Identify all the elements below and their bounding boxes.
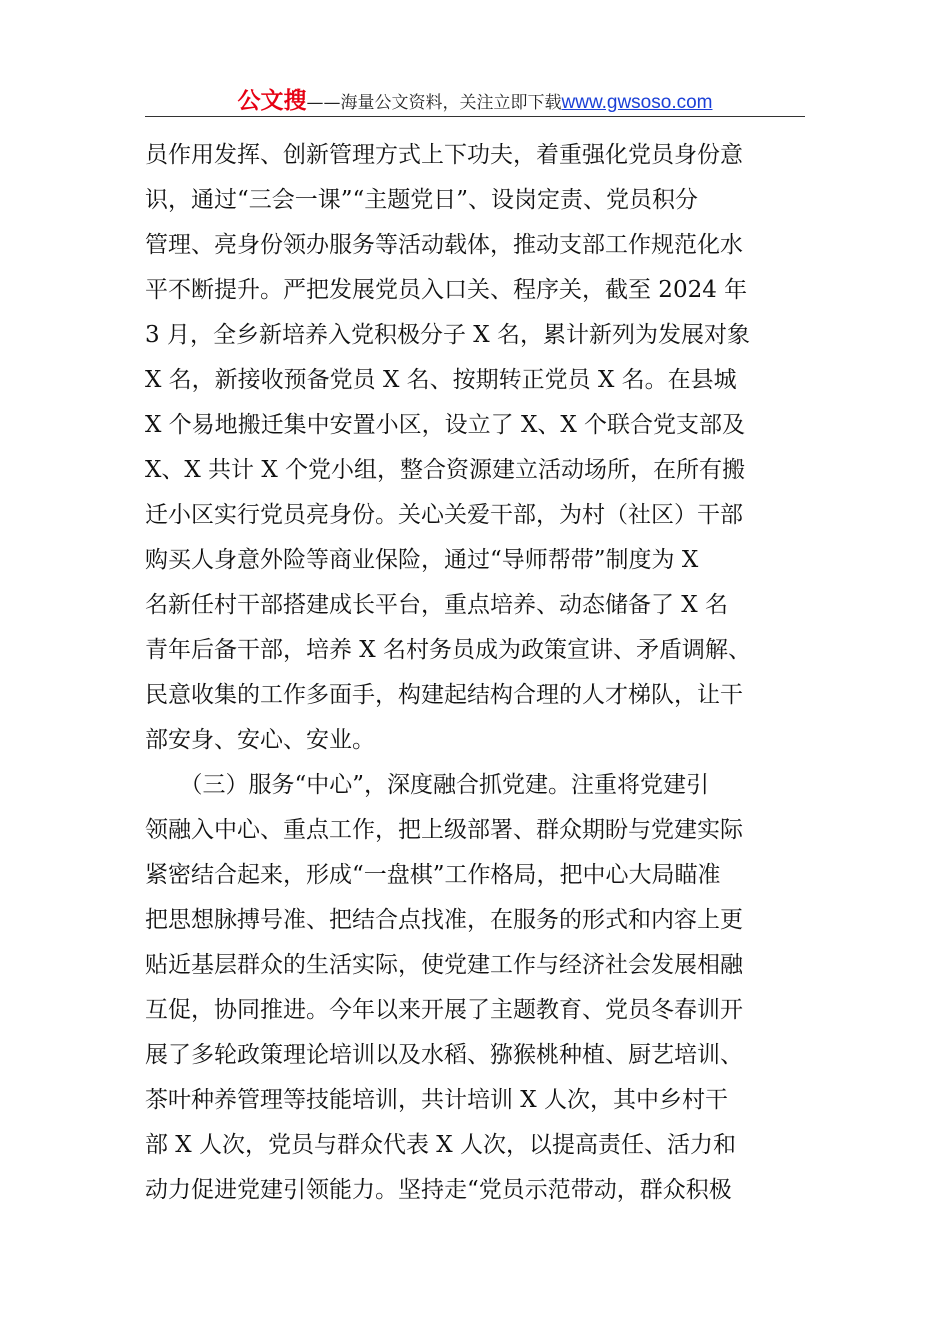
header-tagline: ——海量公文资料，关注立即下载 xyxy=(306,93,562,113)
page-header xyxy=(145,82,805,116)
text-line: 领融入中心、重点工作，把上级部署、群众期盼与党建实际 xyxy=(145,817,743,843)
text-line: 部 X 人次，党员与群众代表 X 人次，以提高责任、活力和 xyxy=(145,1132,736,1158)
website-link[interactable]: www.gwsoso.com xyxy=(561,92,713,113)
text-line: 民意收集的工作多面手，构建起结构合理的人才梯队，让干 xyxy=(145,682,743,708)
text-line: X 个易地搬迁集中安置小区，设立了 X、X 个联合党支部及 xyxy=(145,412,746,438)
text-line: 贴近基层群众的生活实际，使党建工作与经济社会发展相融 xyxy=(145,952,743,978)
text-line: 名新任村干部搭建成长平台，重点培养、动态储备了 X 名 xyxy=(145,592,728,618)
text-line: 紧密结合起来，形成“一盘棋”工作格局，把中心大局瞄准 xyxy=(145,862,721,888)
text-line: 迁小区实行党员亮身份。关心关爱干部，为村（社区）干部 xyxy=(145,502,743,528)
brand-logo-text: 公文搜 xyxy=(237,88,307,114)
text-line: 动力促进党建引领能力。坚持走“党员示范带动，群众积极 xyxy=(145,1177,732,1203)
text-line: 青年后备干部，培养 X 名村务员成为政策宣讲、矛盾调解、 xyxy=(145,637,751,663)
text-line: X 名，新接收预备党员 X 名、按期转正党员 X 名。在县城 xyxy=(145,367,737,393)
text-line: 把思想脉搏号准、把结合点找准，在服务的形式和内容上更 xyxy=(145,907,743,933)
text-line: X、X 共计 X 个党小组，整合资源建立活动场所，在所有搬 xyxy=(145,457,746,483)
text-line: 部安身、安心、安业。 xyxy=(145,727,375,753)
text-line: 3 月，全乡新培养入党积极分子 X 名，累计新列为发展对象 xyxy=(145,322,750,348)
text-line: 展了多轮政策理论培训以及水稻、猕猴桃种植、厨艺培训、 xyxy=(145,1042,743,1068)
text-line: 管理、亮身份领办服务等活动载体，推动支部工作规范化水 xyxy=(145,232,743,258)
text-line: 平不断提升。严把发展党员入口关、程序关，截至 2024 年 xyxy=(145,277,748,303)
text-line: 互促，协同推进。今年以来开展了主题教育、党员冬春训开 xyxy=(145,997,743,1023)
header-divider xyxy=(145,116,805,117)
text-line: 员作用发挥、创新管理方式上下功夫，着重强化党员身份意 xyxy=(145,142,743,168)
text-line: 茶叶种养管理等技能培训，共计培训 X 人次，其中乡村干 xyxy=(145,1087,728,1113)
body-text xyxy=(145,133,825,1213)
section-heading-line: （三）服务“中心”，深度融合抓党建。注重将党建引 xyxy=(145,772,710,798)
text-line: 购买人身意外险等商业保险，通过“导师帮带”制度为 X xyxy=(145,547,699,573)
text-line: 识，通过“三会一课”“主题党日”、设岗定责、党员积分 xyxy=(145,187,699,213)
